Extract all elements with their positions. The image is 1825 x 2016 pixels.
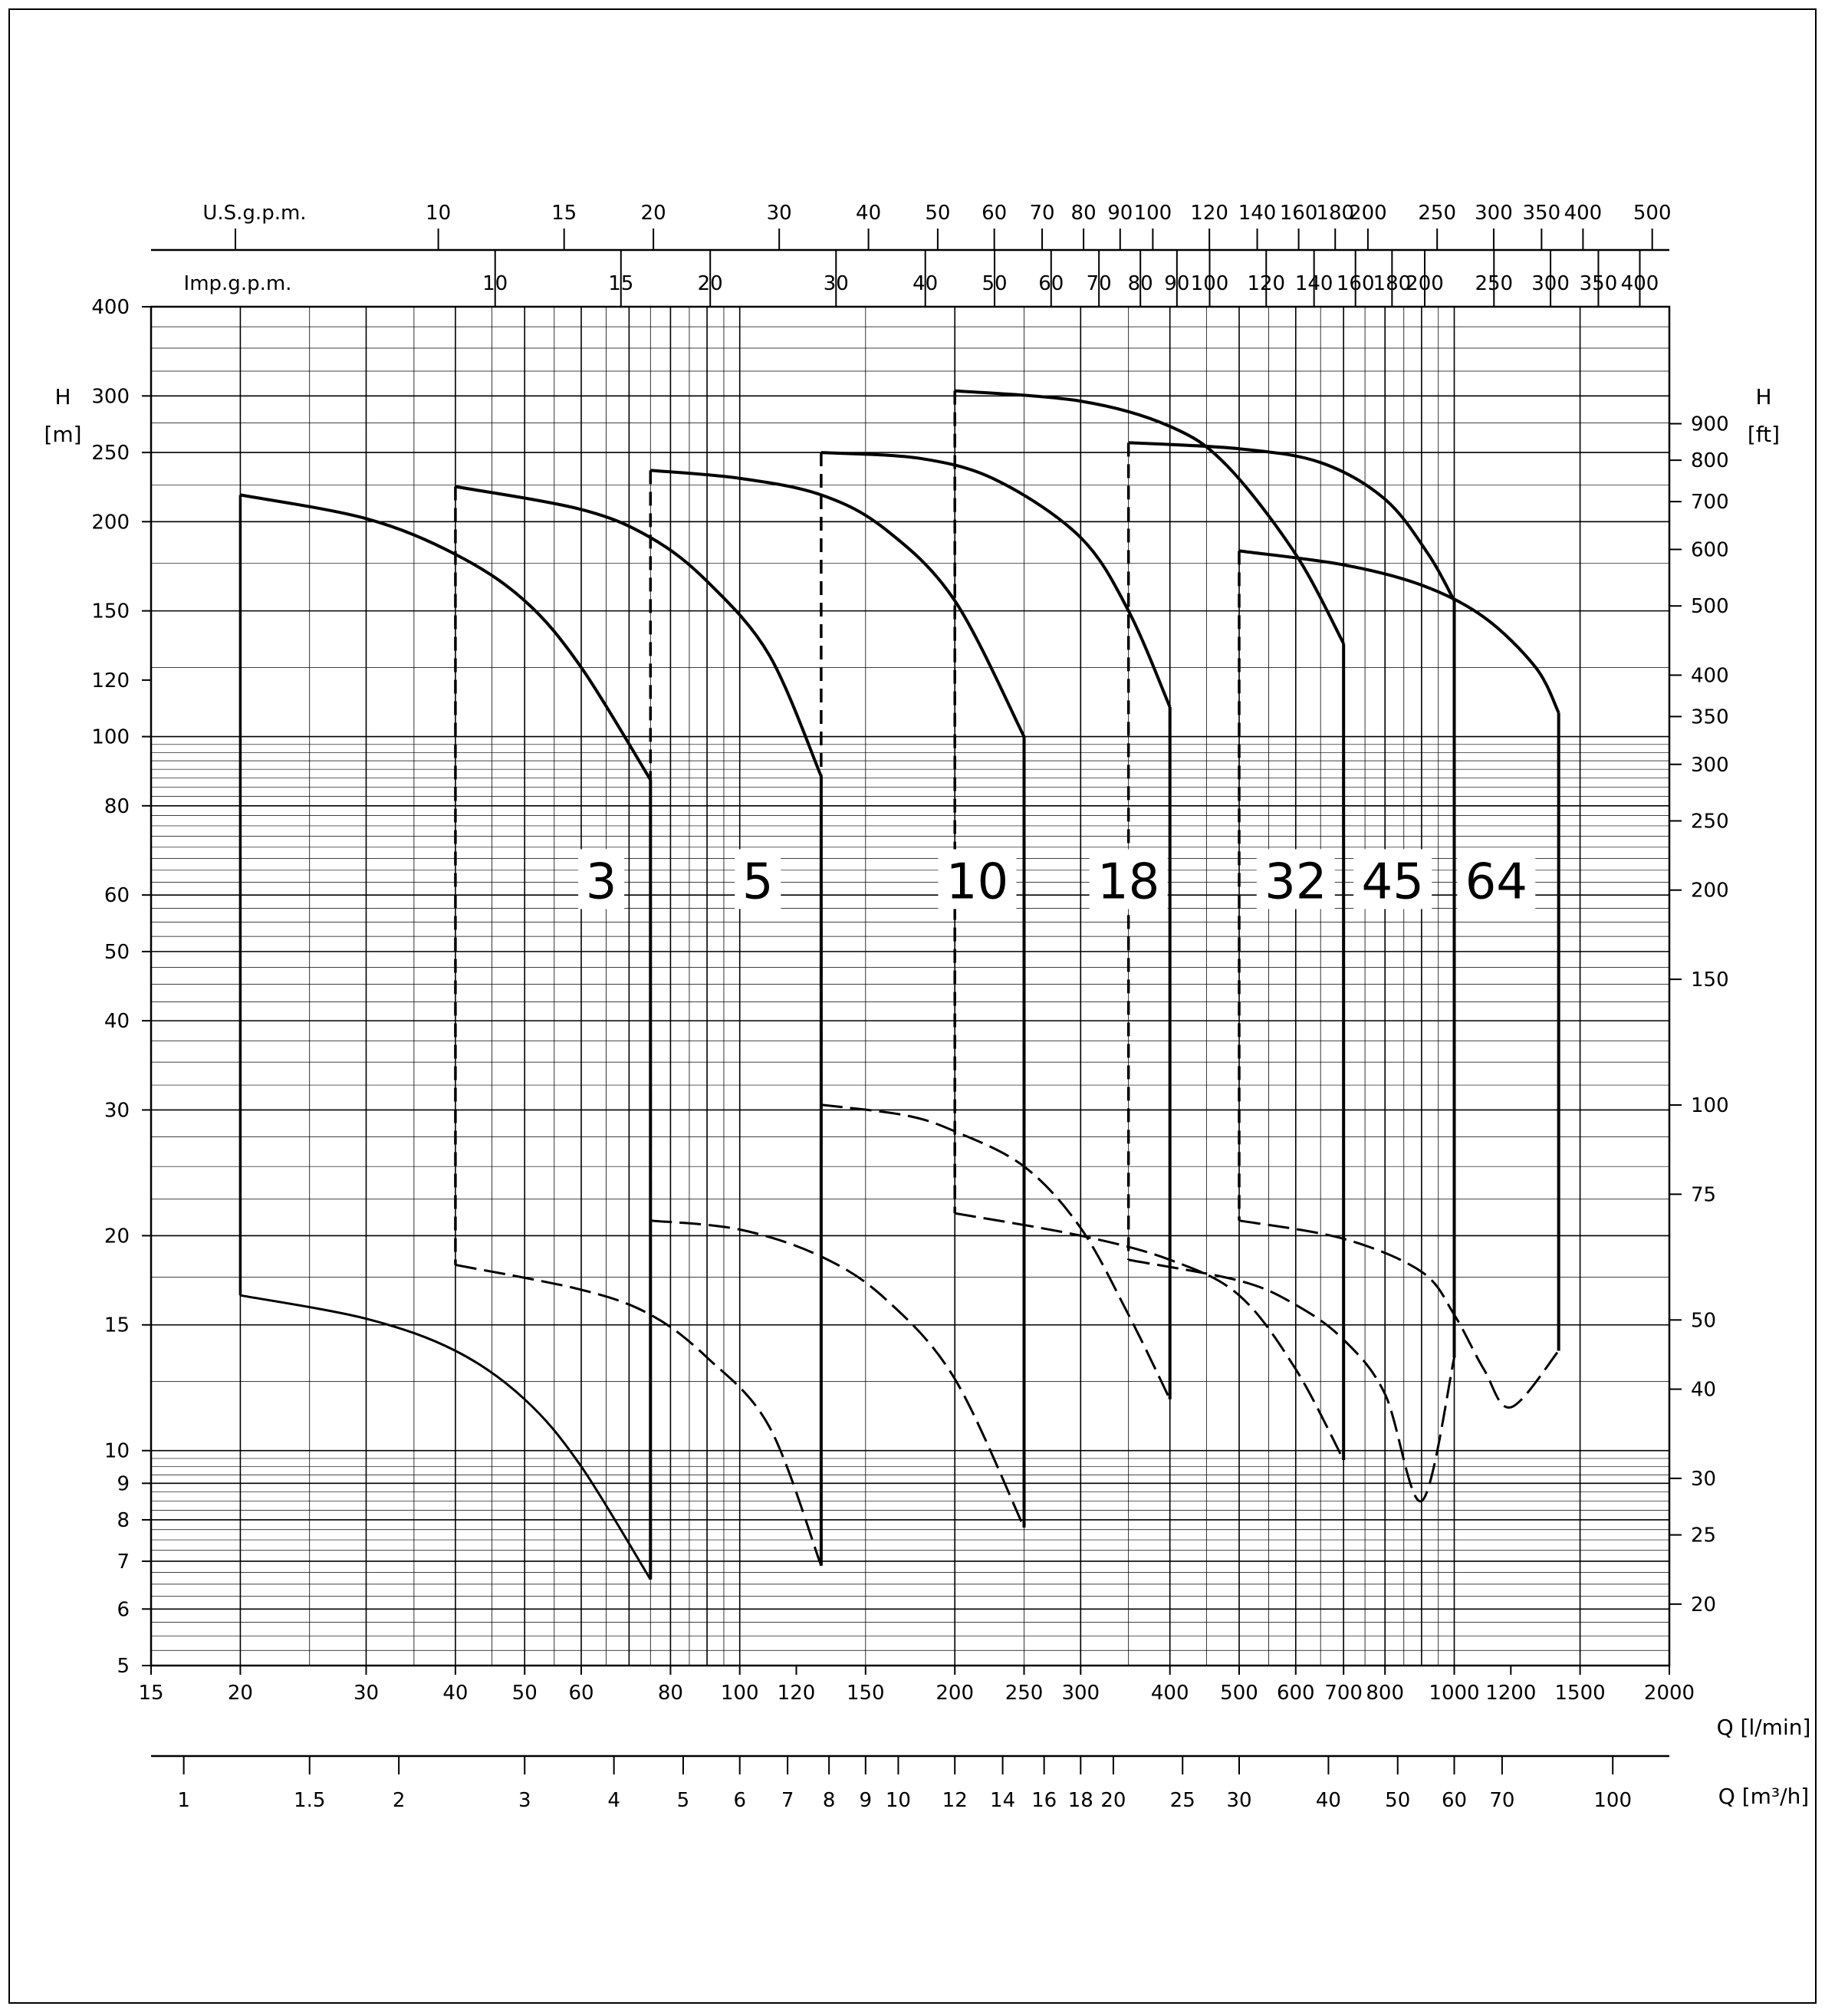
tick-label-hft: 75 (1691, 1183, 1717, 1207)
tick-label-m3h: 2 (392, 1789, 406, 1812)
tick-label-lmin: 700 (1324, 1682, 1363, 1705)
tick-label-hm: 40 (104, 1010, 130, 1034)
tick-label-m3h: 1.5 (294, 1789, 326, 1812)
series-18 (821, 452, 1170, 1399)
tick-label-hm: 20 (104, 1225, 130, 1248)
tick-label-impgpm: 10 (482, 272, 508, 295)
tick-label-hm: 80 (104, 794, 130, 818)
tick-label-m3h: 50 (1385, 1789, 1411, 1812)
tick-label-usgpm: 40 (856, 202, 882, 225)
tick-label-impgpm: 80 (1127, 272, 1153, 295)
tick-label-impgpm: 250 (1475, 272, 1514, 295)
tick-label-m3h: 10 (885, 1789, 911, 1812)
curve-min-18 (821, 1105, 1170, 1399)
tick-label-m3h: 14 (990, 1789, 1016, 1812)
tick-label-hm: 6 (117, 1598, 130, 1622)
tick-label-hft: 600 (1691, 538, 1729, 562)
tick-label-m3h: 1 (177, 1789, 190, 1812)
tick-label-impgpm: 140 (1294, 272, 1333, 295)
series-3 (240, 495, 650, 1579)
tick-label-lmin: 1000 (1429, 1682, 1480, 1705)
tick-label-hm: 300 (91, 385, 130, 409)
tick-label-m3h: 25 (1169, 1789, 1195, 1812)
tick-label-usgpm: 400 (1564, 202, 1603, 225)
tick-label-impgpm: 40 (913, 272, 939, 295)
tick-label-hft: 250 (1691, 810, 1729, 834)
pump-label-32: 32 (1264, 853, 1327, 911)
tick-label-impgpm: 400 (1620, 272, 1659, 295)
tick-label-lmin: 150 (846, 1682, 885, 1705)
tick-label-hm: 7 (117, 1550, 130, 1574)
tick-label-hft: 300 (1691, 753, 1729, 777)
tick-label-hm: 10 (104, 1439, 130, 1463)
tick-label-hm: 100 (91, 725, 130, 749)
tick-label-usgpm: 200 (1349, 202, 1387, 225)
axes (44, 202, 1810, 1812)
tick-label-impgpm: 120 (1247, 272, 1286, 295)
tick-label-lmin: 60 (568, 1682, 594, 1705)
tick-label-m3h: 8 (822, 1789, 836, 1812)
tick-label-lmin: 800 (1366, 1682, 1405, 1705)
tick-label-lmin: 100 (720, 1682, 759, 1705)
tick-label-lmin: 40 (442, 1682, 469, 1705)
tick-label-lmin: 80 (657, 1682, 683, 1705)
tick-label-hm: 60 (104, 884, 130, 908)
tick-label-lmin: 15 (138, 1682, 164, 1705)
tick-label-m3h: 100 (1593, 1789, 1633, 1812)
tick-label-hm: 200 (91, 511, 130, 534)
tick-label-hft: 350 (1691, 705, 1729, 729)
tick-label-hft: 200 (1691, 879, 1729, 903)
tick-label-hft: 150 (1691, 969, 1729, 992)
tick-label-lmin: 30 (353, 1682, 380, 1705)
tick-label-lmin: 600 (1276, 1682, 1315, 1705)
tick-label-hm: 50 (104, 940, 130, 964)
pump-label-45: 45 (1361, 853, 1424, 911)
curve-min-5 (455, 1265, 821, 1566)
tick-label-hft: 100 (1691, 1094, 1729, 1118)
series-5 (455, 486, 821, 1565)
tick-label-m3h: 6 (733, 1789, 746, 1812)
tick-label-usgpm: 90 (1107, 202, 1133, 225)
curve-min-3 (240, 1295, 650, 1580)
series-64 (1239, 551, 1559, 1407)
tick-label-hm: 120 (91, 669, 130, 692)
y-axis-label-h-ft: H (1755, 384, 1772, 409)
tick-label-impgpm: 60 (1038, 272, 1064, 295)
tick-label-hft: 20 (1691, 1593, 1717, 1616)
tick-label-m3h: 40 (1315, 1789, 1341, 1812)
curve-max-64 (1239, 551, 1559, 712)
tick-label-lmin: 300 (1061, 1682, 1100, 1705)
tick-label-m3h: 9 (859, 1789, 873, 1812)
curve-min-64 (1239, 1221, 1559, 1408)
tick-label-hm: 9 (117, 1472, 130, 1496)
grid (151, 307, 1669, 1666)
tick-label-usgpm: 350 (1522, 202, 1561, 225)
tick-label-hft: 25 (1691, 1524, 1717, 1547)
tick-label-hm: 250 (91, 442, 130, 465)
tick-label-m3h: 70 (1489, 1789, 1515, 1812)
tick-label-impgpm: 160 (1336, 272, 1375, 295)
tick-label-usgpm: 500 (1633, 202, 1672, 225)
tick-label-usgpm: 250 (1418, 202, 1457, 225)
tick-label-hft: 900 (1691, 413, 1729, 436)
tick-label-hm: 150 (91, 600, 130, 623)
tick-label-usgpm: 80 (1070, 202, 1097, 225)
tick-label-m3h: 5 (676, 1789, 690, 1812)
pump-label-10: 10 (945, 853, 1009, 911)
tick-label-usgpm: 300 (1475, 202, 1513, 225)
tick-label-impgpm: 100 (1190, 272, 1229, 295)
tick-label-lmin: 50 (511, 1682, 538, 1705)
series-45 (1129, 442, 1455, 1501)
tick-label-m3h: 30 (1226, 1789, 1252, 1812)
pump-label-64: 64 (1465, 853, 1528, 911)
tick-label-impgpm: 200 (1406, 272, 1444, 295)
tick-label-usgpm: 10 (426, 202, 452, 225)
tick-label-lmin: 1200 (1485, 1682, 1537, 1705)
tick-label-lmin: 400 (1150, 1682, 1189, 1705)
tick-label-m3h: 7 (781, 1789, 794, 1812)
tick-label-hft: 50 (1691, 1309, 1717, 1333)
tick-label-m3h: 18 (1067, 1789, 1093, 1812)
pump-label-5: 5 (742, 853, 774, 911)
tick-label-hft: 400 (1691, 664, 1729, 688)
tick-label-hm: 400 (91, 296, 130, 319)
tick-label-usgpm: 100 (1133, 202, 1172, 225)
tick-label-hft: 500 (1691, 595, 1729, 619)
y-axis-unit-ft: [ft] (1747, 422, 1781, 447)
y-axis-unit-m: [m] (44, 422, 82, 447)
tick-label-usgpm: 30 (766, 202, 792, 225)
tick-label-hm: 15 (104, 1314, 130, 1337)
curve-max-5 (455, 487, 821, 777)
tick-label-lmin: 1500 (1554, 1682, 1606, 1705)
pump-label-18: 18 (1097, 853, 1160, 911)
tick-label-m3h: 4 (607, 1789, 620, 1812)
curve-min-32 (955, 1213, 1343, 1460)
tick-label-impgpm: 90 (1164, 272, 1190, 295)
pump-label-3: 3 (585, 853, 617, 911)
tick-label-hm: 30 (104, 1099, 130, 1123)
tick-label-usgpm: 15 (551, 202, 577, 225)
tick-label-usgpm: 120 (1190, 202, 1228, 225)
tick-label-m3h: 3 (518, 1789, 531, 1812)
tick-label-hft: 800 (1691, 449, 1729, 473)
tick-label-lmin: 500 (1220, 1682, 1258, 1705)
tick-label-lmin: 20 (227, 1682, 253, 1705)
tick-label-usgpm: 180 (1316, 202, 1355, 225)
x-axis-label-usgpm: U.S.g.p.m. (202, 202, 307, 225)
x-axis-label-impgpm: Imp.g.p.m. (183, 272, 292, 295)
tick-label-impgpm: 20 (697, 272, 723, 295)
curve-max-18 (821, 452, 1170, 707)
x-axis-label-lmin: Q [l/min] (1716, 1715, 1811, 1740)
tick-label-lmin: 120 (777, 1682, 816, 1705)
tick-label-usgpm: 160 (1279, 202, 1318, 225)
curve-min-45 (1129, 1260, 1455, 1501)
curve-max-32 (955, 391, 1343, 644)
tick-label-lmin: 2000 (1643, 1682, 1695, 1705)
tick-label-impgpm: 300 (1531, 272, 1570, 295)
series-layer (240, 391, 1558, 1580)
tick-label-impgpm: 30 (823, 272, 849, 295)
tick-label-hft: 40 (1691, 1378, 1717, 1402)
tick-label-usgpm: 140 (1238, 202, 1277, 225)
tick-label-impgpm: 70 (1086, 272, 1112, 295)
tick-label-m3h: 60 (1441, 1789, 1468, 1812)
tick-label-hm: 8 (117, 1508, 130, 1532)
y-axis-label-h: H (54, 384, 71, 409)
outer-frame (9, 9, 1816, 2003)
tick-label-hft: 30 (1691, 1467, 1717, 1491)
tick-label-usgpm: 70 (1029, 202, 1055, 225)
tick-label-lmin: 200 (936, 1682, 975, 1705)
tick-label-usgpm: 60 (982, 202, 1008, 225)
tick-label-impgpm: 15 (608, 272, 634, 295)
tick-label-impgpm: 50 (982, 272, 1008, 295)
tick-label-m3h: 20 (1100, 1789, 1126, 1812)
tick-label-usgpm: 50 (925, 202, 951, 225)
tick-label-usgpm: 20 (640, 202, 666, 225)
tick-label-hm: 5 (117, 1655, 130, 1678)
tick-label-lmin: 250 (1005, 1682, 1044, 1705)
tick-label-m3h: 12 (942, 1789, 968, 1812)
x-axis-label-m3h: Q [m³/h] (1718, 1784, 1810, 1809)
plot-border (151, 307, 1669, 1666)
tick-label-hft: 700 (1691, 491, 1729, 515)
tick-label-impgpm: 180 (1373, 272, 1412, 295)
tick-label-m3h: 16 (1031, 1789, 1057, 1812)
tick-label-impgpm: 350 (1579, 272, 1618, 295)
